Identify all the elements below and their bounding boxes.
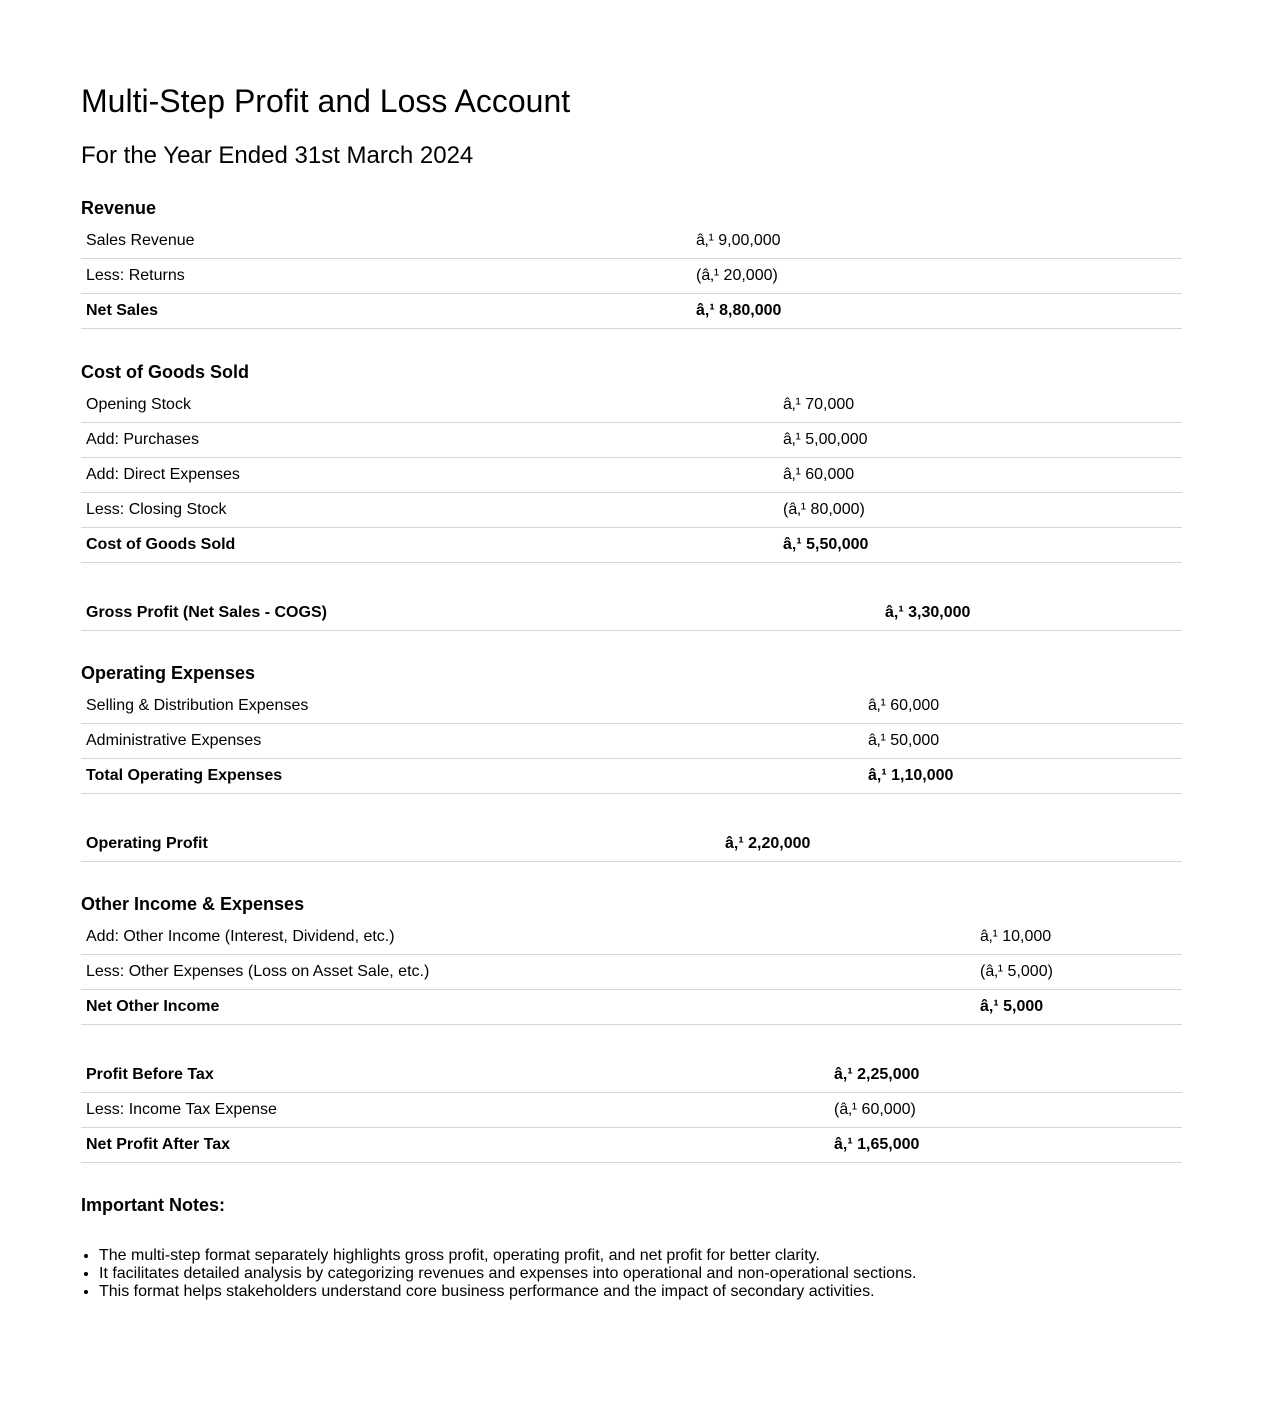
row-label: Profit Before Tax <box>86 1066 214 1083</box>
row-label: Administrative Expenses <box>86 732 262 749</box>
row-label: Add: Direct Expenses <box>86 466 240 483</box>
page-title: Multi-Step Profit and Loss Account <box>81 83 571 119</box>
row-label: Operating Profit <box>86 835 208 852</box>
table-row <box>81 920 1182 955</box>
table-row <box>81 224 1182 259</box>
row-amount: â‚¹ 50,000 <box>868 732 940 749</box>
row-amount: (â‚¹ 5,000) <box>980 963 1053 980</box>
row-amount: (â‚¹ 60,000) <box>834 1101 916 1118</box>
row-amount: â‚¹ 8,80,000 <box>696 302 782 319</box>
operating-expenses-table <box>81 689 1182 794</box>
row-label: Less: Income Tax Expense <box>86 1101 277 1118</box>
cogs-heading: Cost of Goods Sold <box>81 362 249 382</box>
table-row-total <box>81 528 1182 563</box>
row-label: Less: Other Expenses (Loss on Asset Sale, etc.) <box>86 963 430 980</box>
table-row <box>81 458 1182 493</box>
row-label: Cost of Goods Sold <box>86 536 236 553</box>
row-label: Selling & Distribution Expenses <box>86 697 309 714</box>
row-amount: â‚¹ 5,50,000 <box>783 536 869 553</box>
row-label: Less: Closing Stock <box>86 501 227 518</box>
operating-profit-row <box>81 827 1182 862</box>
list-item: • This format helps stakeholders understand core business performance and the impact of secondary activities. <box>99 1283 916 1301</box>
table-row-total <box>81 759 1182 794</box>
row-amount: â‚¹ 1,10,000 <box>868 767 954 784</box>
operating-profit-table <box>81 827 1182 862</box>
row-label: Add: Purchases <box>86 431 199 448</box>
table-row <box>81 423 1182 458</box>
row-amount: â‚¹ 70,000 <box>783 396 855 413</box>
row-amount: â‚¹ 9,00,000 <box>696 232 781 249</box>
row-label: Net Sales <box>86 302 159 319</box>
notes-heading: Important Notes: <box>81 1195 225 1215</box>
row-amount: â‚¹ 5,000 <box>980 998 1044 1015</box>
table-row <box>81 493 1182 528</box>
gross-profit-row <box>81 596 1182 631</box>
notes-list <box>81 1247 916 1301</box>
operating-expenses-heading: Operating Expenses <box>81 663 256 683</box>
gross-profit-table <box>81 596 1182 631</box>
list-item: • It facilitates detailed analysis by categorizing revenues and expenses into operational and non-operational sections. <box>99 1265 916 1283</box>
row-label: Net Profit After Tax <box>86 1136 231 1153</box>
other-heading: Other Income & Expenses <box>81 894 305 914</box>
table-row <box>81 724 1182 759</box>
cogs-table <box>81 388 1182 563</box>
list-item: • The multi-step format separately highlights gross profit, operating profit, and net profit for better clarity. <box>99 1247 916 1265</box>
row-amount: (â‚¹ 20,000) <box>696 267 778 284</box>
row-amount: â‚¹ 3,30,000 <box>885 604 971 621</box>
profit-table <box>81 1058 1182 1163</box>
revenue-heading: Revenue <box>81 198 157 218</box>
row-label: Opening Stock <box>86 396 191 413</box>
table-row-total <box>81 990 1182 1025</box>
row-amount: â‚¹ 2,20,000 <box>725 835 811 852</box>
row-amount: (â‚¹ 80,000) <box>783 501 865 518</box>
table-row <box>81 388 1182 423</box>
row-label: Add: Other Income (Interest, Dividend, etc.) <box>86 928 395 945</box>
row-amount: â‚¹ 1,65,000 <box>834 1136 920 1153</box>
table-row <box>81 689 1182 724</box>
row-label: Sales Revenue <box>86 232 195 249</box>
row-label: Net Other Income <box>86 998 220 1015</box>
row-label: Less: Returns <box>86 267 185 284</box>
row-amount: â‚¹ 60,000 <box>783 466 855 483</box>
table-row <box>81 259 1182 294</box>
row-amount: â‚¹ 60,000 <box>868 697 940 714</box>
row-label: Gross Profit (Net Sales - COGS) <box>86 604 327 621</box>
table-row <box>81 955 1182 990</box>
other-table <box>81 920 1182 1025</box>
net-profit-row <box>81 1128 1182 1163</box>
profit-before-tax-row <box>81 1058 1182 1093</box>
revenue-table <box>81 224 1182 329</box>
row-amount: â‚¹ 2,25,000 <box>834 1066 920 1083</box>
row-amount: â‚¹ 5,00,000 <box>783 431 868 448</box>
row-label: Total Operating Expenses <box>86 767 283 784</box>
row-amount: â‚¹ 10,000 <box>980 928 1052 945</box>
income-tax-row <box>81 1093 1182 1128</box>
page-subtitle: For the Year Ended 31st March 2024 <box>81 142 474 169</box>
table-row-total <box>81 294 1182 329</box>
